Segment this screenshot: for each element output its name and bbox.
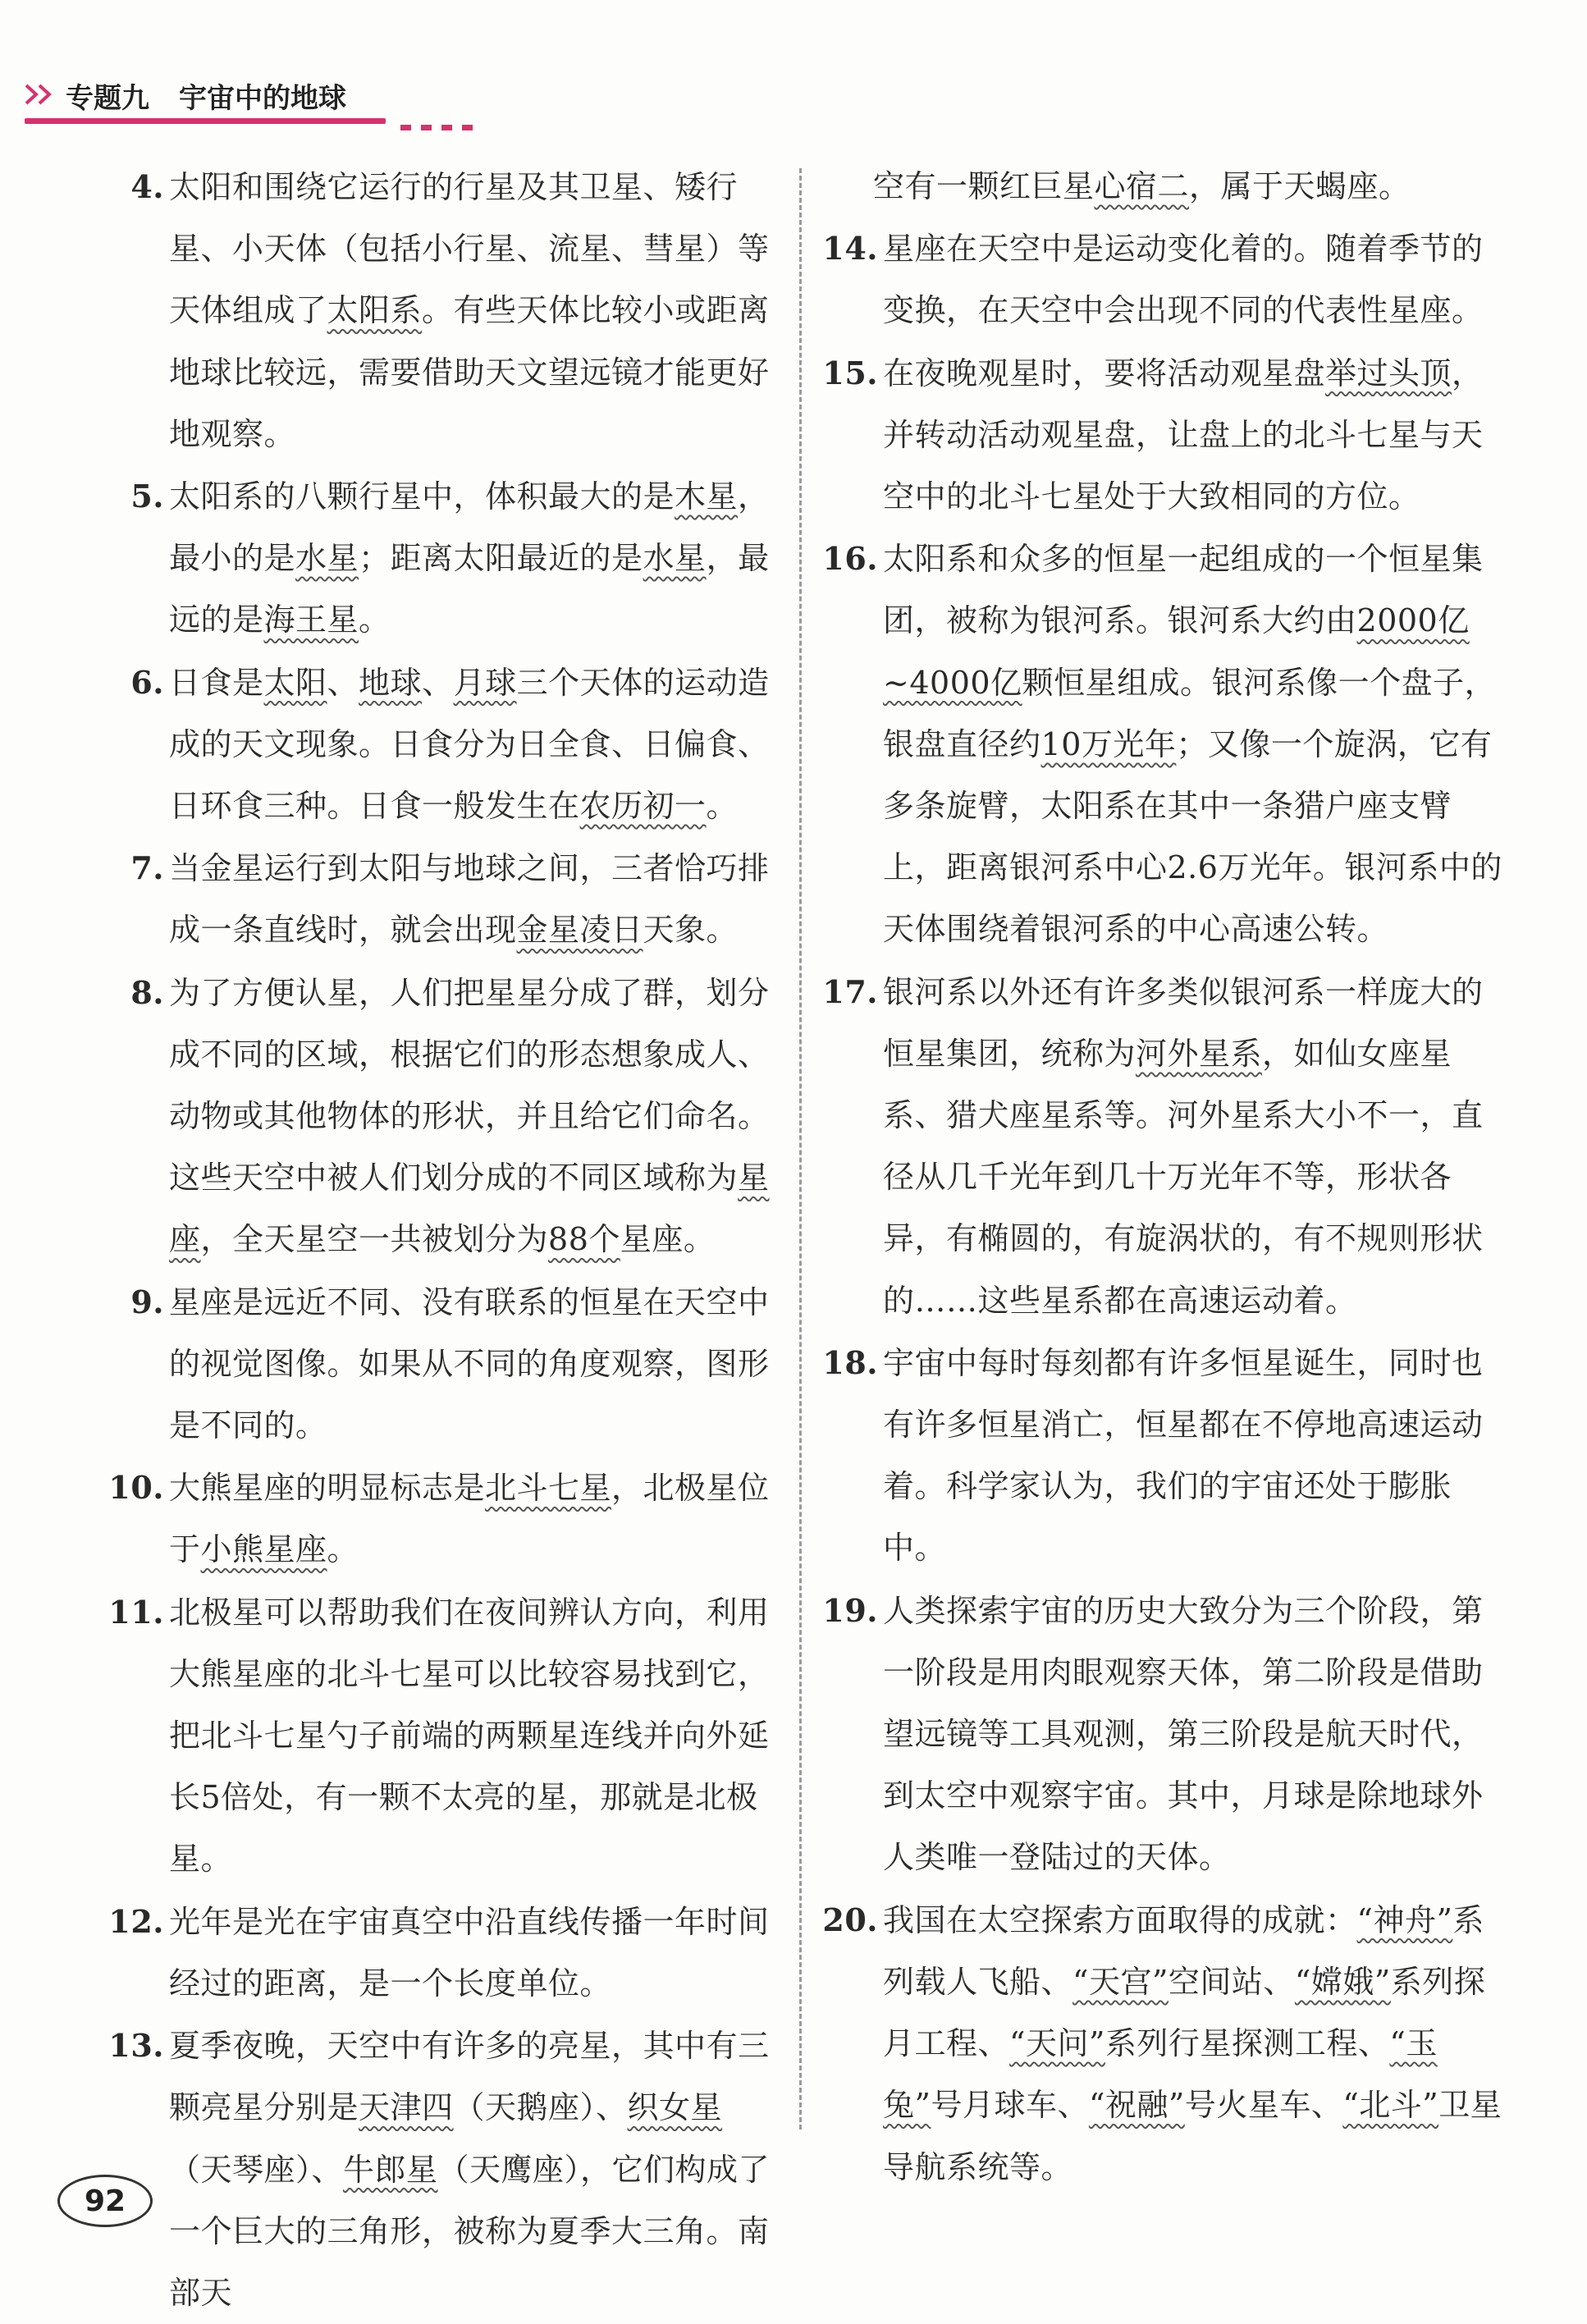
item-text: 大熊星座的明显标志是	[169, 1470, 486, 1507]
item-text: ，最远的是	[169, 540, 770, 638]
item-text: 号月球车、	[931, 2087, 1089, 2124]
right-column	[821, 156, 1505, 2198]
answer-keyword: 星座	[169, 1160, 770, 1258]
list-item	[107, 156, 781, 465]
item-text: （天鹰座），它们构成了一个巨大的三角形，被称为夏季大三角。南部天	[169, 2151, 771, 2311]
item-number: 7.	[130, 849, 164, 887]
list-item	[821, 1580, 1505, 1889]
answer-keyword: 地球	[359, 664, 423, 701]
answer-keyword: 太阳系	[327, 292, 423, 329]
item-text: 星座在天空中是运动变化着的。随着季节的变换，在天空中会出现不同的代表性星座。	[883, 231, 1484, 329]
answer-keyword: 河外星系	[1136, 1035, 1263, 1072]
item-text: 空间站、	[1168, 1963, 1295, 2000]
list-item	[107, 465, 781, 652]
page-header	[0, 0, 1587, 131]
answer-keyword: 农历初一	[579, 788, 707, 825]
item-text: 。	[359, 602, 391, 638]
answer-keyword: 北斗七星	[485, 1470, 612, 1507]
item-text: 为了方便认星，人们把星星分成了群，划分成不同的区域，根据它们的形态想象成人、动物或其他物体的形状，并且给它们命名。这些天空中被人们划分成的不同区域称为	[169, 974, 770, 1196]
list-item	[107, 1891, 781, 2015]
item-number: 17.	[822, 972, 878, 1010]
list-item	[821, 528, 1505, 960]
item-text: 星座。	[620, 1221, 716, 1258]
item-text: 。	[706, 788, 739, 825]
answer-keyword: 88个	[548, 1221, 620, 1258]
list-item	[107, 1457, 781, 1581]
item-text: 系列载人飞船、	[883, 1901, 1484, 2000]
item-text: ，属于天蝎座。	[1189, 168, 1411, 204]
item-text: 太阳系和众多的恒星一起组成的一个恒星集团，被称为银河系。银河系大约由	[883, 541, 1484, 639]
list-item	[107, 837, 781, 961]
item-text: 系列探月工程、	[883, 1963, 1486, 2062]
answer-keyword: 水星	[643, 540, 707, 577]
answer-keyword: 2000亿~4000亿	[883, 602, 1470, 701]
item-text: 星座是远近不同、没有联系的恒星在天空中的视觉图像。如果从不同的角度观察，图形是不同的。	[169, 1283, 770, 1444]
item-text: 空有一颗红巨星	[873, 168, 1095, 204]
item-text: 三个天体的运动造成的天文现象。日食分为日全食、日偏食、日环食三种。日食一般发生在	[169, 664, 770, 825]
item-number: 15.	[822, 354, 878, 391]
item-number: 6.	[130, 663, 164, 701]
item-text: ，并转动活动观星盘，让盘上的北斗七星与天空中的北斗七星处于大致相同的方位。	[883, 355, 1484, 515]
item-text: 天象。	[643, 912, 739, 949]
item-text: 卫星导航系统等。	[883, 2087, 1502, 2185]
item-text: 、	[422, 664, 454, 701]
item-text: 。	[327, 1531, 359, 1568]
item-number: 4.	[130, 168, 164, 205]
item-number: 12.	[108, 1902, 164, 1940]
item-text: 银河系以外还有许多类似银河系一样庞大的恒星集团，统称为	[883, 973, 1484, 1072]
list-item	[821, 1332, 1505, 1580]
item-number: 10.	[108, 1469, 164, 1507]
item-text: 夏季夜晚，天空中有许多的亮星，其中有三颗亮星分别是	[169, 2028, 770, 2126]
item-text: （天琴座）、	[169, 2151, 344, 2188]
item-number: 18.	[822, 1343, 878, 1381]
answer-keyword: 牛郎星	[343, 2151, 438, 2188]
answer-keyword: “天宫”	[1072, 1963, 1169, 2000]
answer-keyword: “嫦娥”	[1294, 1963, 1391, 2000]
header-rule-dots	[400, 118, 483, 134]
answer-keyword: 太阳	[263, 664, 327, 701]
item-number: 20.	[822, 1901, 878, 1938]
item-text: 在夜晚观星时，要将活动观星盘	[883, 355, 1326, 391]
list-item	[107, 652, 781, 838]
list-item	[821, 961, 1505, 1332]
answer-keyword: “祝融”	[1088, 2087, 1185, 2124]
answer-keyword: 天津四	[359, 2089, 454, 2126]
item-text: （天鹅座）、	[453, 2089, 628, 2126]
item-number: 19.	[822, 1591, 878, 1629]
list-item	[821, 342, 1505, 528]
item-text: 人类探索宇宙的历史大致分为三个阶段，第一阶段是用肉眼观察天体，第二阶段是借助望远镜等工具观测，第三阶段是航天时代，到太空中观察宇宙。其中，月球是除地球外人类唯一登陆过的天体。	[883, 1592, 1484, 1876]
answer-keyword: 心宿二	[1094, 168, 1190, 204]
item-text: 北极星可以帮助我们在夜间辨认方向，利用大熊星座的北斗七星可以比较容易找到它，把北斗七星勺子前端的两颗星连线并向外延长5倍处，有一颗不太亮的星，那就是北极星。	[169, 1594, 770, 1878]
list-item	[821, 1889, 1505, 2198]
list-item	[821, 156, 1505, 217]
answer-keyword: “北斗”	[1342, 2087, 1439, 2124]
item-text: ，最小的是	[169, 478, 770, 577]
answer-keyword: “天问”	[1009, 2025, 1105, 2062]
double-chevron-icon	[23, 82, 59, 107]
list-item	[107, 1271, 781, 1457]
item-text: 、	[327, 664, 359, 701]
item-number: 13.	[108, 2027, 164, 2065]
item-number: 11.	[108, 1593, 164, 1631]
header-rule	[25, 118, 386, 124]
item-text: 光年是光在宇宙真空中沿直线传播一年时间经过的距离，是一个长度单位。	[169, 1903, 770, 2001]
answer-keyword: 举过头顶	[1325, 355, 1452, 391]
item-text: 号火星车、	[1184, 2087, 1343, 2124]
answer-keyword: 小熊星座	[200, 1531, 327, 1568]
item-number: 5.	[130, 478, 164, 515]
item-text: ；又像一个旋涡，它有多条旋臂，太阳系在其中一条猎户座支臂上，距离银河系中心2.6万光年。银河系中的天体围绕着银河系的中心高速公转。	[883, 725, 1502, 948]
topic-label: 专题九	[66, 82, 149, 115]
item-number: 14.	[822, 230, 878, 268]
page-number: 92	[57, 2175, 153, 2227]
list-item	[107, 962, 781, 1271]
item-text: 太阳系的八颗行星中，体积最大的是	[169, 478, 675, 515]
answer-keyword: 月球	[453, 664, 517, 701]
answer-keyword: “神舟”	[1356, 1901, 1453, 1938]
item-text: 太阳和围绕它运行的行星及其卫星、矮行星、小天体（包括小行星、流星、彗星）等天体组成了	[169, 169, 770, 329]
item-text: ；距离太阳最近的是	[359, 540, 643, 577]
item-text: 日食是	[169, 664, 264, 701]
item-number: 16.	[822, 540, 878, 578]
item-text: 系列行星探测工程、	[1104, 2025, 1390, 2062]
item-number: 8.	[130, 973, 164, 1011]
answer-keyword: 织女星	[627, 2089, 723, 2126]
item-number: 9.	[130, 1283, 164, 1320]
answer-keyword: 木星	[675, 478, 739, 515]
answer-keyword: 水星	[295, 540, 359, 577]
column-divider	[799, 168, 802, 2130]
item-text: 当金星运行到太阳与地球之间，三者恰巧排成一条直线时，就会出现	[169, 850, 770, 949]
answer-keyword: “玉兔”	[883, 2025, 1438, 2124]
item-text: 颗恒星组成。银河系像一个盘子，银盘直径约	[883, 664, 1497, 762]
answer-keyword: 10万光年	[1040, 725, 1177, 762]
item-text: ，如仙女座星系、猎犬座星系等。河外星系大小不一，直径从几千光年到几十万光年不等，形状各异，有椭圆的，有旋涡状的，有不规则形状的……这些星系都在高速运动着。	[883, 1035, 1484, 1319]
item-text: ，北极星位于	[169, 1470, 770, 1568]
item-text: ，全天星空一共被划分为	[200, 1221, 549, 1258]
list-item	[107, 2015, 781, 2324]
left-column	[107, 156, 781, 2324]
list-item	[107, 1581, 781, 1891]
list-item	[821, 217, 1505, 341]
item-text: 我国在太空探索方面取得的成就：	[883, 1901, 1357, 1938]
answer-keyword: 海王星	[263, 602, 359, 638]
answer-keyword: 金星凌日	[516, 912, 643, 949]
item-text: 宇宙中每时每刻都有许多恒星诞生，同时也有许多恒星消亡，恒星都在不停地高速运动着。科学家认为，我们的宇宙还处于膨胀中。	[883, 1344, 1484, 1567]
item-text: 。有些天体比较小或距离地球比较远，需要借助天文望远镜才能更好地观察。	[169, 292, 770, 452]
topic-title: 宇宙中的地球	[179, 82, 346, 115]
